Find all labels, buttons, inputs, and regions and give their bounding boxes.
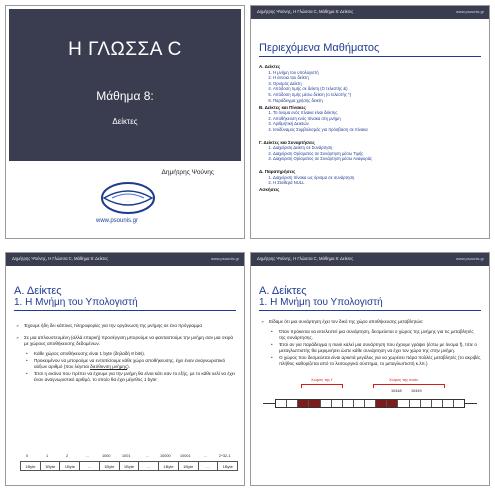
toc-item: 2. Διαχείριση Ορίσματος σε Συνάρτηση μέσω Τιμής: [273, 151, 484, 156]
sub-bullet: • Ο χώρος που δεσμεύεται είναι αρκετά μεγάλος για να χωρέσει πάρα πολλές μεταβλητές (το ακριβές πλήθος καθορίζεται από το λειτουργικό σύστημα, το μεταγλωττιστή κ.λπ.): [271, 355, 481, 367]
slide-body: [16, 323, 236, 384]
address-label: 10001: [180, 454, 191, 458]
memory-address-term: διεύθυνση μνήμης: [90, 364, 128, 369]
memory-cell: 1Byte: [60, 462, 80, 470]
toc-item: 6. Παράδειγμα χρήσης δεικτη: [273, 98, 484, 103]
toc-item: 3. Διαχείριση Ορίσματος σε Συνάρτηση μέσω Αναφοράς: [273, 156, 484, 161]
lesson-topic: Δείκτες: [112, 117, 138, 126]
memory-cell: ...: [80, 462, 100, 470]
memory-cell: 1Byte: [100, 462, 120, 470]
sub-bullet: • Έτσι αν για παράδειγμα η main καλεί μια συνάρτηση που έχουμε γράψει (έστω με όνομα f), τότε ο μεταγλωττιστής θα μεριμνήσει ώστε κάθε συνάρτηση να έχει τον χώρο της στην μνήμη.: [271, 342, 481, 354]
header-url: www.psounis.gr: [455, 9, 484, 14]
memory-cell: ...: [199, 462, 219, 470]
memory-cell: 1Byte: [159, 462, 179, 470]
toc-item: 3. Ορισμός Δείκτη: [273, 81, 484, 86]
header-url: www.psounis.gr: [210, 256, 239, 261]
address-label: 1000: [102, 454, 111, 458]
bullet: ➢ Είδαμε ότι μια συνάρτηση έχει τον δικό της χώρο αποθήκευσης μεταβλητών:: [261, 319, 481, 325]
label-space-f: Χώρος της f: [311, 377, 333, 382]
toc-item: 2. Η έννοια του δείκτη: [273, 75, 484, 80]
address-label: 2^32-1: [219, 454, 231, 458]
heading-rule: [259, 56, 481, 57]
slide-header: [6, 253, 244, 266]
toc-item: 1. Η μνήμη του υπολογιστή: [273, 70, 484, 75]
slide-contents: [250, 5, 490, 239]
address-label: ...: [86, 454, 90, 458]
title-panel: [9, 9, 241, 161]
heading-rule: [14, 310, 236, 311]
memory-cell: 1Byte: [222, 464, 233, 469]
slide-heading: Α. Δείκτες: [14, 285, 62, 297]
toc-item: 1. Το όνομα ενός πίνακα είναι δείκτης: [273, 110, 484, 115]
slide-subheading: 1. Η Μνήμη του Υπολογιστή: [259, 297, 383, 308]
logo-url: www.psounis.gr: [96, 218, 139, 224]
psounis-logo-icon: [98, 180, 158, 218]
toc-item: 2. Η Σταθερά NULL: [273, 180, 484, 185]
address-label: ...: [146, 454, 150, 458]
slide-title: [5, 5, 245, 239]
address-label: 10000: [160, 454, 171, 458]
address-label: ...: [204, 454, 208, 458]
author-name: Δημήτρης Ψούνης: [161, 169, 214, 176]
slide-header: [251, 6, 489, 19]
lesson-number: Μάθημα 8:: [96, 89, 154, 103]
memory-cell: 1Byte: [41, 462, 61, 470]
memory-bar: [275, 399, 465, 408]
bullet: ➢ Έχουμε ήδη δει κάποιες πληροφορίες για την οργάνωση της μνήμης σε ένα πρόγραμμα: [16, 323, 236, 329]
label-space-main: Χώρος της main: [389, 377, 418, 382]
header-text: Δημήτρης Ψούνης, Η Γλώσσα C, Μάθημα 8: Δείκτες: [12, 256, 109, 261]
slide-heading: Α. Δείκτες: [259, 285, 307, 297]
memory-bar-right-edge: [465, 403, 477, 404]
address-label: 10448: [391, 389, 402, 393]
toc-section-heading: Α. Δείκτες: [259, 64, 281, 69]
sub-bullet: • Προκειμένου να μπορούμε να εντοπίσουμε κάθε χώρο αποθήκευσης, έχει έναν αναγνωριστικό αύξων αριθμό (που λέγεται διεύθυνση μνήμης).: [26, 358, 236, 370]
toc-item: 2. Αποθήκευση ενός πίνακα στη μνήμη: [273, 116, 484, 121]
memory-cell: ...: [139, 462, 159, 470]
header-text: Δημήτρης Ψούνης, Η Γλώσσα C, Μάθημα 8: Δείκτες: [257, 9, 354, 14]
toc-section-heading: Β. Δείκτες και Πίνακες: [259, 104, 306, 110]
toc-item: 4. Ισοδύναμος Συμβολισμός για πρόσβαση σε πίνακα: [273, 127, 484, 132]
bracket-main: [373, 384, 445, 388]
toc-item: 1. Διαχείριση πίνακα ως όρισμα σε συνάρτηση: [273, 175, 484, 180]
slide-header: [251, 253, 489, 266]
toc-exercises: Ασκήσεις: [259, 187, 280, 193]
slide-memory-2: [250, 252, 490, 486]
toc-item: 3. Αριθμητική Δεικτών: [273, 121, 484, 126]
slide-memory-1: [5, 252, 245, 486]
sub-bullet: • Κάθε χώρος αποθήκευσης είναι 1 byte (δηλαδή 8 bits).: [26, 351, 236, 357]
course-title: Η ΓΛΩΣΣΑ C: [68, 39, 182, 60]
memory-bar-left-edge: [263, 403, 275, 404]
slide-subheading: 1. Η Μνήμη του Υπολογιστή: [14, 297, 138, 308]
memory-cells: [20, 461, 238, 471]
address-label: 0: [26, 454, 29, 458]
memory-cell: 1Byte: [179, 462, 199, 470]
toc-section-heading: Δ. Παρατηρήσεις: [259, 168, 296, 174]
address-label: 10449: [411, 389, 422, 393]
sub-bullet: • Όταν πρόκειται να εκτελεστεί μια συνάρτηση, δεσμεύεται ο χώρος της μνήμης για τις μεταβλητές της συνάρτησης.: [271, 329, 481, 341]
address-label: 2: [66, 454, 69, 458]
bullet: ➢ Σε μια απλουστευμένη (αλλά επαρκή) προσέγγιση μπορούμε να φανταστούμε την μνήμη σαν μια σειρά με χώρους αποθήκευσης δεδομένων.: [16, 335, 236, 347]
memory-cell: 1Byte: [21, 462, 41, 470]
toc-item: 5. Απόδοση τιμής μέσω δείκτη (ο τελεστής *): [273, 92, 484, 97]
heading-rule: [259, 310, 481, 311]
bracket-f: [301, 384, 343, 388]
header-url: www.psounis.gr: [455, 256, 484, 261]
slide-body: [261, 319, 481, 368]
sub-bullet: • Έτσι η εικόνα που πρέπει να έχουμε για την μνήμη θα είναι κάτι σαν το εξής, με το κάθε κελί να έχει έναν αναγνωριστικό αριθμό, το οποίο θα έχει μέγεθος 1 byte:: [26, 371, 236, 383]
address-label: 1: [46, 454, 49, 458]
address-label: 1001: [122, 454, 131, 458]
toc-section-heading: Γ. Δείκτες και Συναρτήσεις: [259, 139, 315, 145]
table-of-contents: [259, 62, 484, 192]
toc-item: 4. Απόδοση τιμής σε δείκτη (Ο τελεστής &): [273, 86, 484, 91]
header-text: Δημήτρης Ψούνης, Η Γλώσσα C, Μάθημα 8: Δείκτες: [257, 256, 354, 261]
slide-heading: Περιεχόμενα Μαθήματος: [259, 42, 380, 54]
memory-cell: 1Byte: [120, 462, 140, 470]
toc-item: 1. Διαχείριση Δείκτη σε Συνάρτηση: [273, 145, 484, 150]
